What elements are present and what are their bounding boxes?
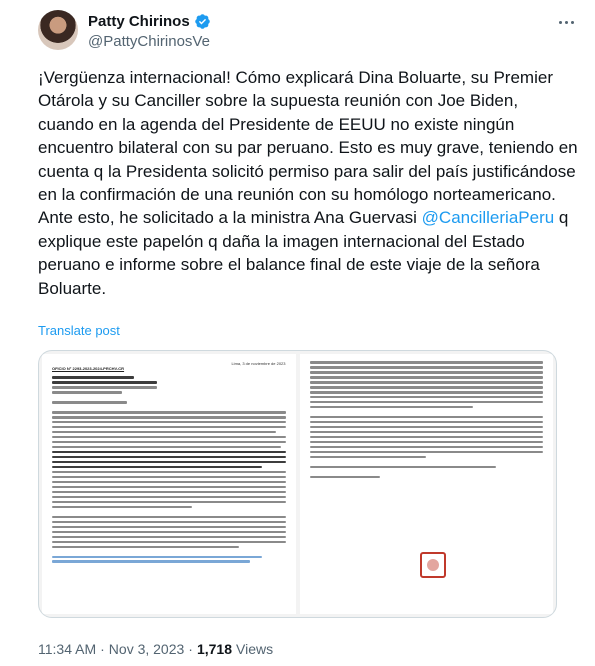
post-date[interactable]: Nov 3, 2023 (108, 641, 185, 657)
document-reference: OFICIO N° 2293-2023-2024-PRCHV-CR (52, 366, 125, 371)
views-label: Views (236, 641, 274, 657)
document-page-2 (300, 354, 554, 614)
tweet-text-part-2: q explique este papelón q daña la imagen internacional del Estado peruano e informe sobre el balance final de este viaje de la señora Boluarte. (38, 208, 569, 298)
attached-document-image[interactable] (38, 350, 557, 618)
translate-post-link[interactable]: Translate post (38, 323, 120, 338)
official-seal-stamp (420, 552, 446, 578)
mention-link[interactable]: @CancilleriaPeru (421, 208, 555, 228)
name-row (88, 13, 211, 30)
tweet-header (38, 10, 578, 58)
tweet-text (38, 66, 578, 300)
more-options-icon[interactable] (554, 12, 578, 32)
document-date: Lima, 3 de noviembre de 2023 (231, 361, 286, 366)
post-time[interactable]: 11:34 AM (38, 641, 97, 657)
views-count: 1,718 (196, 641, 233, 657)
document-page-1 (42, 354, 296, 614)
author-display-name[interactable]: Patty Chirinos (88, 13, 190, 30)
verified-badge-icon (194, 13, 211, 30)
meta-separator: · (100, 641, 105, 657)
author-handle[interactable]: @PattyChirinosVe (88, 33, 210, 50)
tweet-text-part-1: ¡Vergüenza internacional! Cómo explicará Dina Boluarte, su Premier Otárola y su Canciller sobre la supuesta reunión con Joe Biden, cuando en la agenda del Presidente de EEUU no existe ningún encuentro bilateral con su par peruano. Esto es muy grave, teniendo en cuenta q la Presidenta solicitó permiso para salir del país justificándose en la confirmación de una reunión con su homólogo norteamericano. Ante esto, he solicitado a la ministra Ana Guervasi (38, 68, 578, 228)
tweet-metadata (38, 641, 273, 657)
meta-separator-2: · (188, 641, 193, 657)
avatar[interactable] (38, 10, 78, 50)
